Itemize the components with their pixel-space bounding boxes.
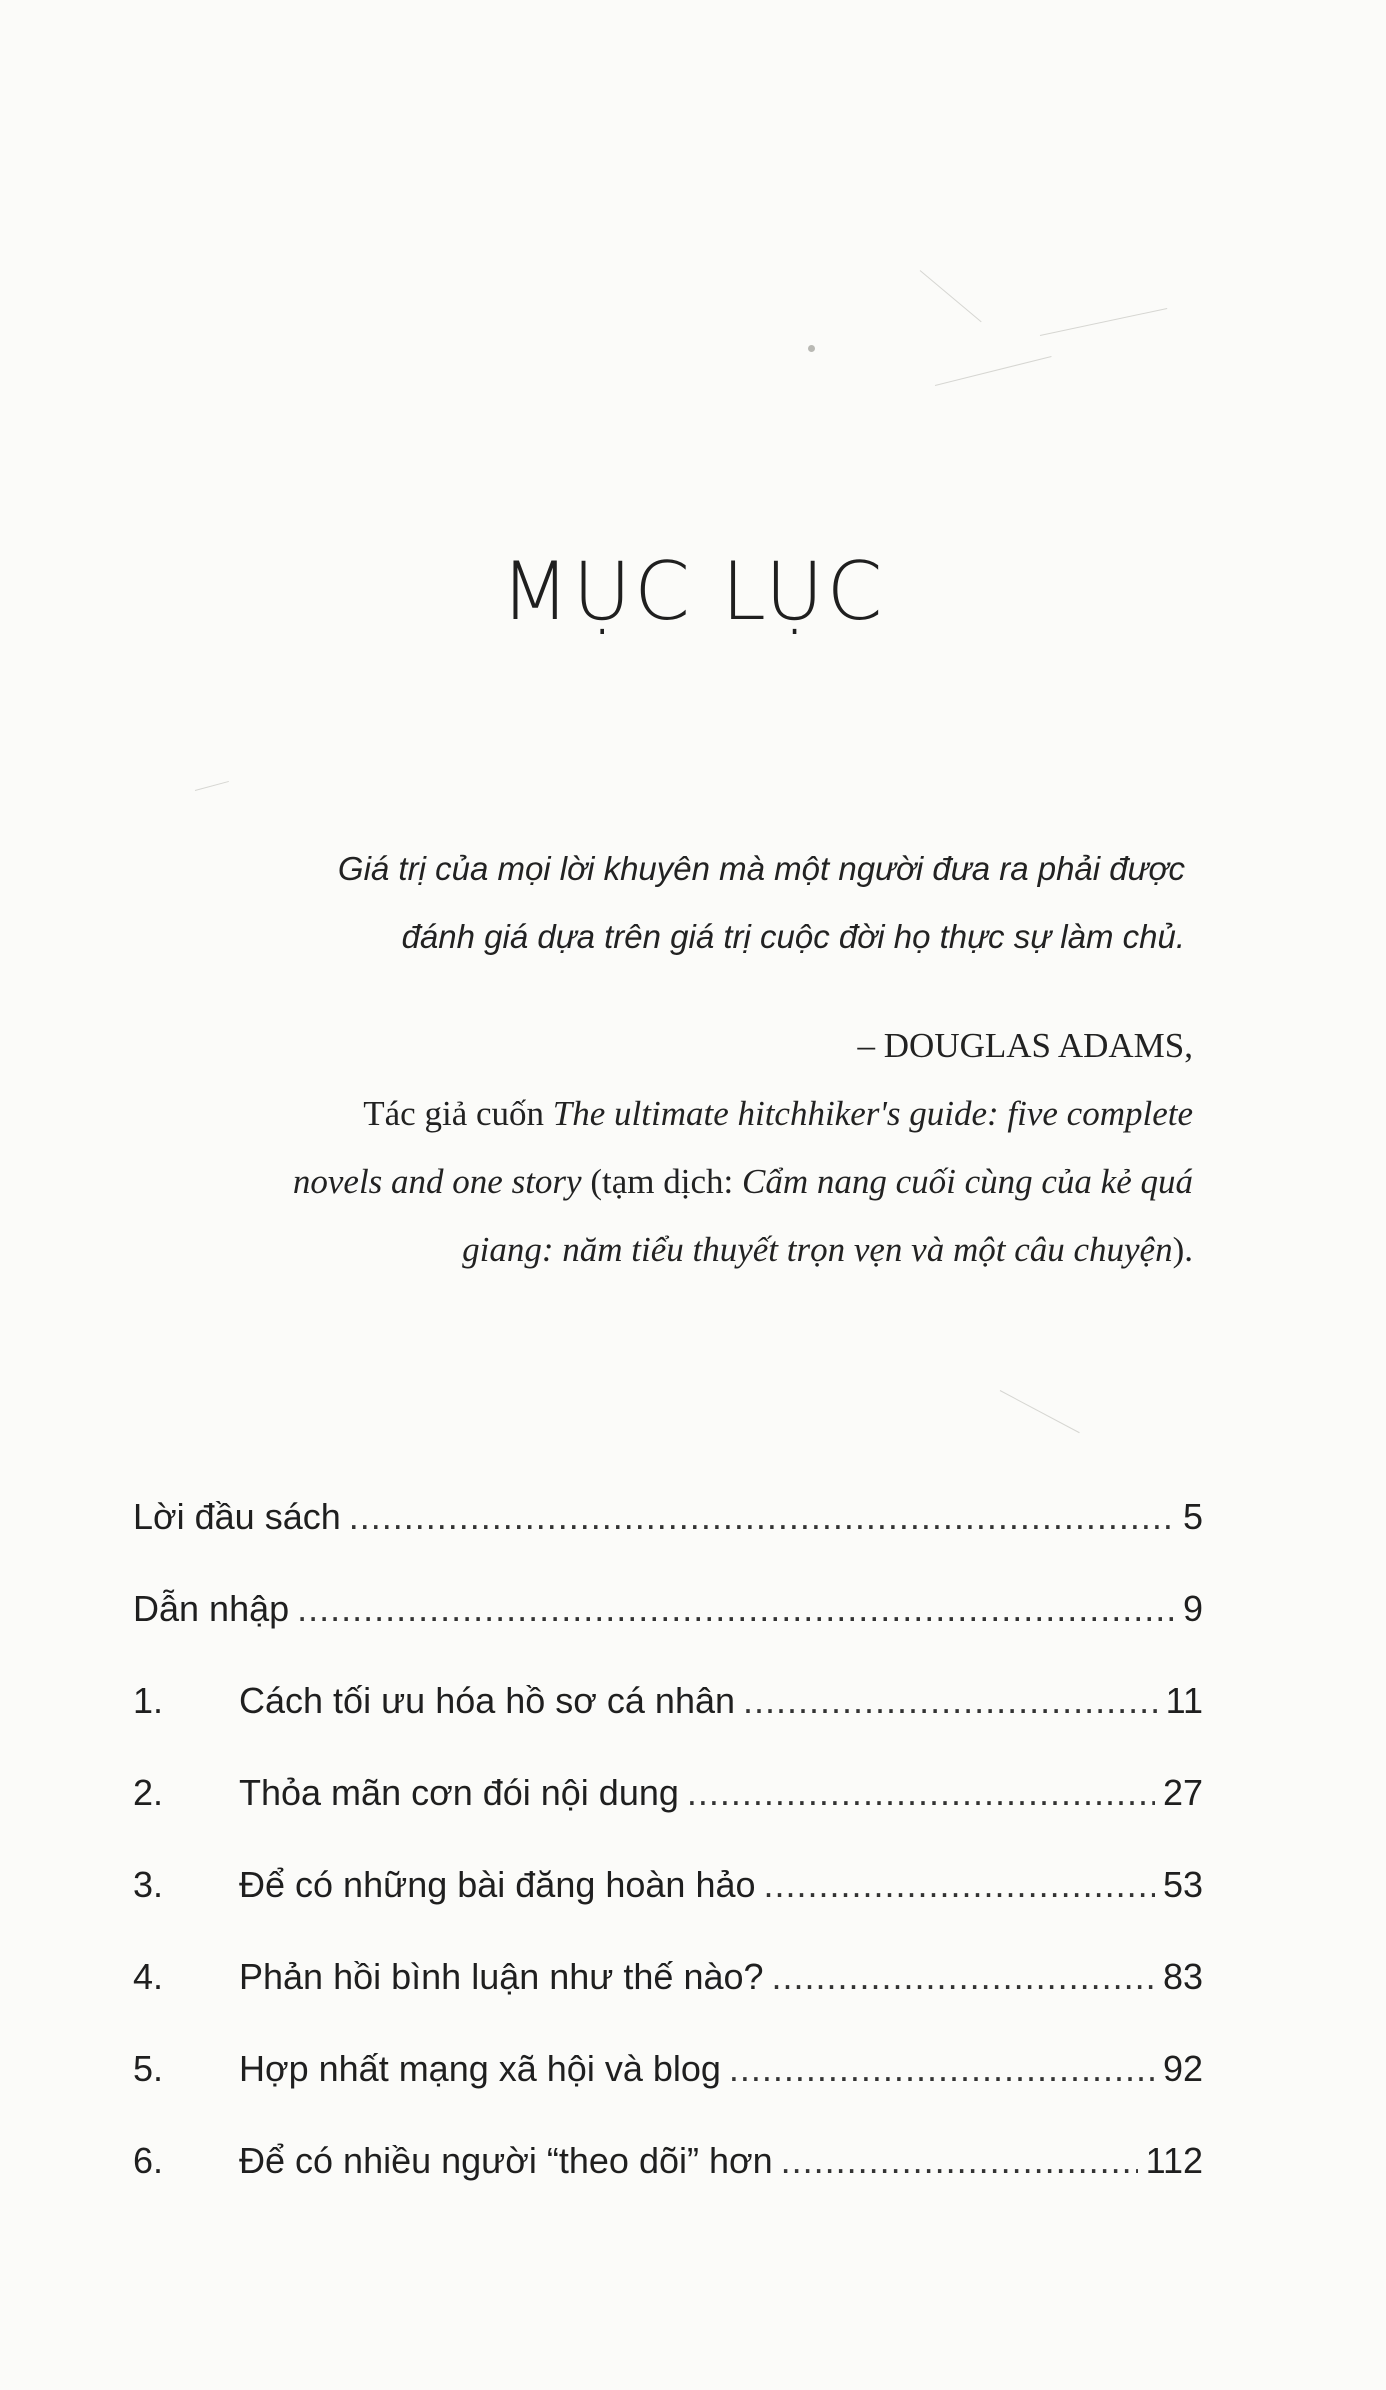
toc-dot-leader [729, 2048, 1155, 2090]
toc-entry-title: Thỏa mãn cơn đói nội dung [239, 1772, 679, 1813]
toc-entry-title: Để có những bài đăng hoàn hảo [239, 1864, 756, 1905]
toc-entry[interactable] [133, 1680, 1203, 1772]
epigraph [160, 835, 1185, 971]
toc-entry[interactable] [133, 1588, 1203, 1680]
toc-dot-leader [764, 1864, 1155, 1906]
toc-page-number: 9 [1182, 1588, 1203, 1629]
toc-chapter-number: 3. [133, 1864, 164, 1905]
attribution-line [100, 1148, 1193, 1216]
attribution-text: Tác giả cuốn [363, 1094, 553, 1133]
toc-dot-leader [772, 1956, 1155, 1998]
epigraph-line: Giá trị của mọi lời khuyên mà một người đưa ra phải được [337, 850, 1185, 887]
paper-scratch [920, 270, 982, 322]
toc-page-number: 53 [1162, 1864, 1203, 1905]
paper-scratch [1040, 308, 1167, 336]
paper-scratch [195, 781, 229, 791]
toc-entry[interactable] [133, 2048, 1203, 2140]
toc-chapter-number: 2. [133, 1772, 164, 1813]
toc-entry[interactable] [133, 2140, 1203, 2232]
toc-entry-title: Cách tối ưu hóa hồ sơ cá nhân [239, 1680, 736, 1721]
paper-scratch [935, 356, 1052, 386]
toc-chapter-number: 6. [133, 2140, 164, 2181]
paper-speck [808, 345, 815, 352]
toc-dot-leader [297, 1588, 1175, 1630]
toc-dot-leader [687, 1772, 1155, 1814]
toc-entry-title: Hợp nhất mạng xã hội và blog [239, 2048, 721, 2089]
toc-entry-title: Để có nhiều người “theo dõi” hơn [239, 2140, 773, 2181]
translated-title: giang: năm tiểu thuyết trọn vẹn và một câu chuyện [462, 1230, 1173, 1269]
toc-chapter-number: 5. [133, 2048, 164, 2089]
book-title: novels and one story [292, 1162, 582, 1201]
author-name: – DOUGLAS ADAMS, [857, 1026, 1193, 1065]
toc-entry-title: Dẫn nhập [133, 1588, 290, 1629]
toc-dot-leader [781, 2140, 1138, 2182]
toc-chapter-number: 4. [133, 1956, 164, 1997]
toc-dot-leader [743, 1680, 1158, 1722]
attribution-text: (tạm dịch: [581, 1162, 742, 1201]
toc-page-number: 5 [1182, 1496, 1203, 1537]
page-title: MỤC LỤC [500, 545, 886, 638]
toc-page-number: 92 [1162, 2048, 1203, 2089]
toc-page-number: 27 [1162, 1772, 1203, 1813]
paper-scratch [1000, 1390, 1080, 1433]
toc-dot-leader [349, 1496, 1175, 1538]
epigraph-attribution [100, 1012, 1193, 1284]
toc-entry-title: Lời đầu sách [133, 1496, 341, 1537]
table-of-contents [133, 1496, 1203, 2232]
toc-entry[interactable] [133, 1496, 1203, 1588]
toc-entry-title: Phản hồi bình luận như thế nào? [239, 1956, 764, 1997]
attribution-line [100, 1080, 1193, 1148]
attribution-line [100, 1216, 1193, 1284]
toc-page-number: 11 [1165, 1680, 1203, 1721]
book-title: The ultimate hitchhiker's guide: five complete [552, 1094, 1193, 1133]
toc-chapter-number: 1. [133, 1680, 164, 1721]
translated-title: Cẩm nang cuối cùng của kẻ quá [741, 1162, 1193, 1201]
toc-entry[interactable] [133, 1864, 1203, 1956]
toc-entry[interactable] [133, 1772, 1203, 1864]
toc-page-number: 83 [1162, 1956, 1203, 1997]
epigraph-line: đánh giá dựa trên giá trị cuộc đời họ thực sự làm chủ. [401, 918, 1185, 955]
toc-page-number: 112 [1145, 2140, 1203, 2181]
toc-entry[interactable] [133, 1956, 1203, 2048]
attribution-text: ). [1172, 1230, 1193, 1269]
